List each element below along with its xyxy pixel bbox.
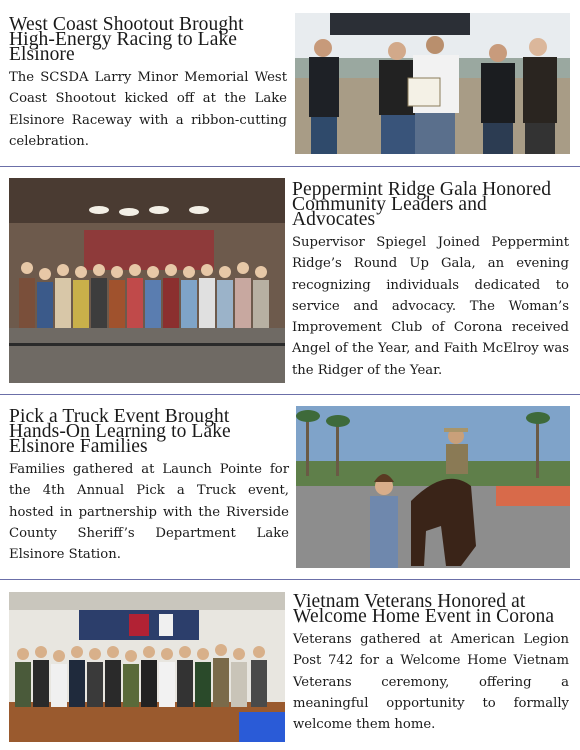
gala-group-photo <box>9 178 285 383</box>
article-3 <box>0 395 580 578</box>
article-2 <box>0 167 580 393</box>
article-4-title: Vietnam Veterans Honored at Welcome Home Event in Corona <box>293 591 555 627</box>
article-2-text <box>292 179 569 381</box>
article-1-title: West Coast Shootout Brought High-Energy Racing to Lake Elsinore <box>9 14 244 65</box>
article-2-title: Peppermint Ridge Gala Honored Community Leaders and Advocates <box>292 179 552 230</box>
article-4-body: Veterans gathered at American Legion Post 742 for a Welcome Home Vietnam Veterans ceremony, offering a meaningful opportunity to formally welcome them home. <box>293 632 569 733</box>
article-1-body: The SCSDA Larry Minor Memorial West Coast Shootout kicked off at the Lake Elsinore Raceway with a ribbon-cutting celebration. <box>9 70 287 149</box>
article-3-text <box>9 406 289 565</box>
article-4 <box>0 580 580 750</box>
raceway-group-photo <box>295 13 570 154</box>
article-1-text <box>9 14 287 152</box>
article-3-body: Families gathered at Launch Pointe for the 4th Annual Pick a Truck event, hosted in partnership with the Riverside County Sheriff’s Department Lake Elsinore Station. <box>9 462 289 563</box>
article-4-text <box>293 591 569 735</box>
article-2-body: Supervisor Spiegel Joined Peppermint Ridge’s Round Up Gala, an evening recognizing individuals dedicated to service and advocacy. The Woman’s Improvement Club of Corona received Angel of the Year, and Faith McElroy was the Ridger of the Year. <box>292 235 569 378</box>
article-3-title: Pick a Truck Event Brought Hands-On Learning to Lake Elsinore Families <box>9 406 231 457</box>
mounted-deputy-photo <box>296 406 570 568</box>
veterans-group-photo <box>9 592 285 742</box>
article-1 <box>0 0 580 165</box>
